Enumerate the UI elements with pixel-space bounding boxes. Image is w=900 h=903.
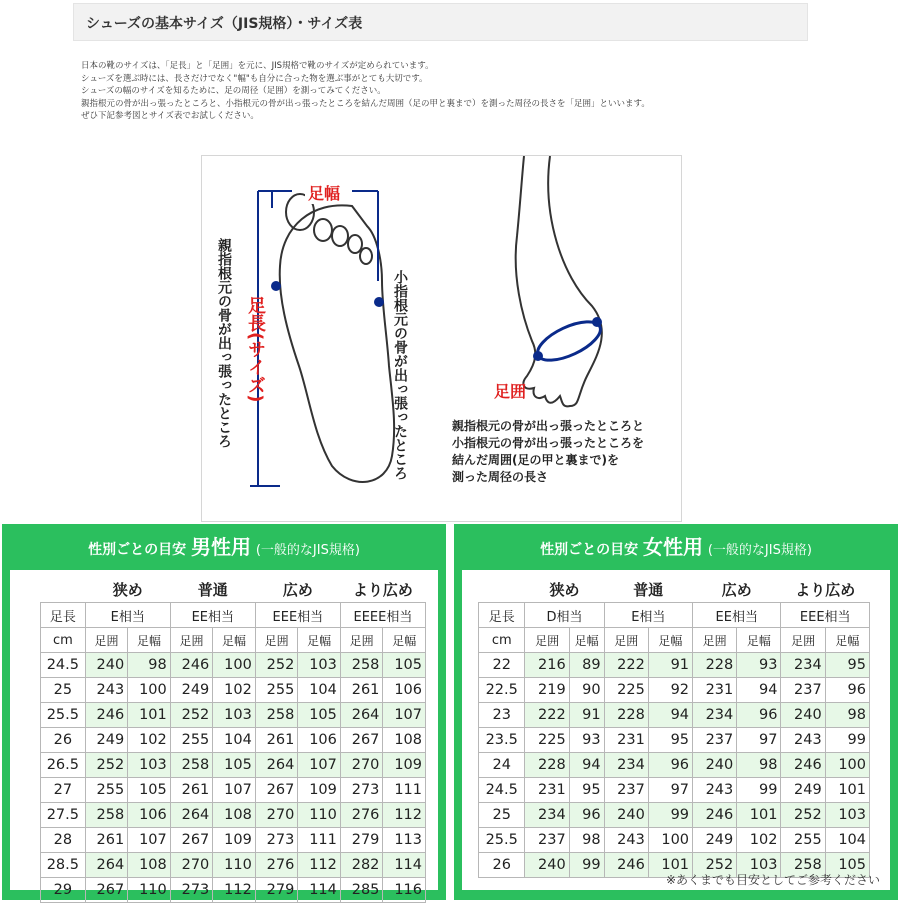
girth-value-cell: 237 [525,828,569,853]
width-group-header: 狭め [112,581,143,599]
width-value-cell: 111 [298,828,341,853]
girth-value-cell: 228 [693,653,737,678]
width-value-cell: 93 [737,653,781,678]
intro-line: ぜひ下記参考図とサイズ表でお試しください。 [81,111,259,122]
width-value-cell: 96 [648,753,692,778]
girth-value-cell: 225 [525,728,569,753]
width-class-cell: EE相当 [170,603,255,628]
width-class-row [479,603,870,628]
girth-value-cell: 234 [693,703,737,728]
table-row [479,828,870,853]
sub-header-row [479,628,870,653]
girth-value-cell: 246 [693,803,737,828]
width-value-cell: 89 [569,653,604,678]
foot-side-drawing [516,156,602,406]
width-value-cell: 108 [128,853,171,878]
women-size-table [478,577,870,878]
width-value-cell: 91 [648,653,692,678]
width-class-cell: EEEE相当 [340,603,425,628]
girth-value-cell: 273 [255,828,298,853]
girth-value-cell: 240 [85,653,128,678]
width-value-cell: 105 [298,703,341,728]
width-value-cell: 101 [648,853,692,878]
girth-sub-header: 足囲 [255,628,298,653]
girth-value-cell: 240 [781,703,825,728]
width-value-cell: 105 [383,653,426,678]
intro-text [81,60,841,123]
girth-value-cell: 252 [781,803,825,828]
girth-value-cell: 273 [170,878,213,903]
girth-value-cell: 273 [340,778,383,803]
width-value-cell: 98 [128,653,171,678]
width-value-cell: 102 [213,678,256,703]
title-bar [73,3,808,41]
width-value-cell: 108 [213,803,256,828]
girth-value-cell: 243 [781,728,825,753]
girth-value-cell: 258 [781,853,825,878]
girth-desc-line: 小指根元の骨が出っ張ったところを [452,436,645,450]
girth-value-cell: 267 [170,828,213,853]
women-header-main: 女性用 [642,535,703,559]
girth-value-cell: 246 [604,853,648,878]
girth-value-cell: 234 [525,803,569,828]
men-table-area [10,570,438,898]
foot-width-label: 足幅 [305,181,343,204]
girth-value-cell: 240 [525,853,569,878]
girth-value-cell: 219 [525,678,569,703]
size-cell: 22.5 [479,678,525,703]
girth-value-cell: 267 [340,728,383,753]
girth-value-cell: 246 [781,753,825,778]
table-row [41,853,426,878]
girth-value-cell: 222 [604,653,648,678]
table-row [41,778,426,803]
width-value-cell: 108 [383,728,426,753]
width-value-cell: 107 [383,703,426,728]
width-value-cell: 98 [569,828,604,853]
girth-value-cell: 255 [170,728,213,753]
table-row [41,703,426,728]
table-row [41,728,426,753]
size-cell: 27 [41,778,86,803]
width-value-cell: 103 [737,853,781,878]
girth-value-cell: 237 [781,678,825,703]
girth-value-cell: 270 [255,803,298,828]
width-value-cell: 109 [213,828,256,853]
size-cell: 23 [479,703,525,728]
men-panel-header [2,524,446,570]
size-cell: 25.5 [41,703,86,728]
unit-cell: cm [479,628,525,653]
size-cell: 24 [479,753,525,778]
table-row [479,678,870,703]
girth-value-cell: 252 [85,753,128,778]
table-row [479,753,870,778]
width-value-cell: 106 [128,803,171,828]
width-value-cell: 94 [569,753,604,778]
girth-value-cell: 252 [255,653,298,678]
width-sub-header: 足幅 [737,628,781,653]
width-value-cell: 98 [737,753,781,778]
width-value-cell: 94 [648,703,692,728]
width-value-cell: 96 [737,703,781,728]
width-sub-header: 足幅 [825,628,869,653]
girth-value-cell: 249 [85,728,128,753]
width-value-cell: 110 [128,878,171,903]
width-group-header: 広め [721,581,752,599]
girth-desc-line: 結んだ周囲(足の甲と裏まで)を [452,453,619,467]
girth-value-cell: 276 [255,853,298,878]
width-value-cell: 106 [383,678,426,703]
width-value-cell: 104 [298,678,341,703]
men-header-prefix: 性別ごとの目安 [88,542,187,558]
foot-diagram [201,155,682,522]
width-value-cell: 97 [648,778,692,803]
girth-value-cell: 231 [693,678,737,703]
foot-length-header: 足長 [479,603,525,628]
girth-value-cell: 279 [340,828,383,853]
girth-label: 足囲 [494,382,527,401]
girth-value-cell: 270 [170,853,213,878]
width-value-cell: 100 [825,753,869,778]
table-row [41,753,426,778]
girth-sub-header: 足囲 [781,628,825,653]
width-value-cell: 103 [128,753,171,778]
girth-value-cell: 249 [170,678,213,703]
width-value-cell: 90 [569,678,604,703]
size-cell: 27.5 [41,803,86,828]
width-value-cell: 98 [825,703,869,728]
width-value-cell: 95 [648,728,692,753]
width-value-cell: 99 [648,803,692,828]
size-cell: 24.5 [479,778,525,803]
width-class-cell: E相当 [604,603,692,628]
girth-value-cell: 228 [604,703,648,728]
girth-value-cell: 240 [604,803,648,828]
women-panel-header [454,524,898,570]
table-row [41,828,426,853]
width-sub-header: 足幅 [128,628,171,653]
width-value-cell: 95 [569,778,604,803]
width-group-header: 広め [282,581,313,599]
size-cell: 28 [41,828,86,853]
unit-cell: cm [41,628,86,653]
width-value-cell: 102 [128,728,171,753]
girth-value-cell: 279 [255,878,298,903]
men-header-main: 男性用 [190,535,251,559]
width-value-cell: 101 [825,778,869,803]
width-class-cell: EEE相当 [255,603,340,628]
intro-line: 親指根元の骨が出っ張ったところと、小指根元の骨が出っ張ったところを結んだ周囲（足の甲と裏まで）を測った周径の長さを「足囲」といいます。 [81,98,650,109]
size-cell: 26 [41,728,86,753]
width-value-cell: 100 [648,828,692,853]
size-cell: 28.5 [41,853,86,878]
width-value-cell: 91 [569,703,604,728]
width-value-cell: 100 [213,653,256,678]
page-title: シューズの基本サイズ（JIS規格）・サイズ表 [86,16,363,32]
girth-value-cell: 258 [85,803,128,828]
girth-value-cell: 261 [170,778,213,803]
table-row [479,778,870,803]
girth-sub-header: 足囲 [85,628,128,653]
girth-value-cell: 258 [340,653,383,678]
width-value-cell: 112 [213,878,256,903]
size-cell: 22 [479,653,525,678]
group-header-row [479,577,870,603]
width-value-cell: 95 [825,653,869,678]
width-group-header: 狭め [549,581,580,599]
size-cell: 26.5 [41,753,86,778]
girth-value-cell: 258 [170,753,213,778]
girth-value-cell: 255 [85,778,128,803]
blank-header-cell [479,577,525,603]
intro-line: シューズを選ぶ時には、長さだけでなく"幅"も自分に合った物を選ぶ事がとても大切です。 [81,73,428,84]
width-value-cell: 96 [569,803,604,828]
table-row [479,703,870,728]
width-value-cell: 105 [825,853,869,878]
intro-line: 日本の靴のサイズは、「足長」と「足囲」を元に、JIS規格で靴のサイズが定められています。 [81,61,434,71]
left-side-label: 親指根元の骨が出っ張ったところ [216,238,232,448]
width-sub-header: 足幅 [648,628,692,653]
girth-sub-header: 足囲 [693,628,737,653]
size-cell: 25 [479,803,525,828]
girth-value-cell: 240 [693,753,737,778]
girth-value-cell: 267 [85,878,128,903]
table-row [41,678,426,703]
girth-description [452,418,644,486]
girth-desc-line: 測った周径の長さ [452,470,549,484]
men-header-sub: (一般的なJIS規格) [255,543,360,558]
table-row [479,803,870,828]
girth-value-cell: 276 [340,803,383,828]
girth-value-cell: 285 [340,878,383,903]
width-sub-header: 足幅 [383,628,426,653]
girth-value-cell: 252 [170,703,213,728]
width-value-cell: 112 [298,853,341,878]
width-value-cell: 101 [128,703,171,728]
width-value-cell: 100 [128,678,171,703]
width-value-cell: 114 [298,878,341,903]
width-value-cell: 109 [298,778,341,803]
girth-sub-header: 足囲 [604,628,648,653]
width-value-cell: 93 [569,728,604,753]
width-value-cell: 99 [737,778,781,803]
girth-value-cell: 228 [525,753,569,778]
width-value-cell: 107 [213,778,256,803]
width-class-cell: EEE相当 [781,603,870,628]
blank-header-cell [41,577,86,603]
width-value-cell: 109 [383,753,426,778]
girth-value-cell: 243 [604,828,648,853]
size-cell: 23.5 [479,728,525,753]
width-value-cell: 106 [298,728,341,753]
foot-sole-drawing [280,205,394,482]
width-value-cell: 103 [298,653,341,678]
width-class-cell: E相当 [85,603,170,628]
women-header-prefix: 性別ごとの目安 [540,542,639,558]
width-value-cell: 110 [298,803,341,828]
width-group-header: 普通 [197,581,228,599]
girth-value-cell: 237 [693,728,737,753]
width-value-cell: 103 [213,703,256,728]
girth-value-cell: 264 [255,753,298,778]
girth-desc-line: 親指根元の骨が出っ張ったところと [452,419,645,433]
foot-length-header: 足長 [41,603,86,628]
width-value-cell: 104 [213,728,256,753]
width-sub-header: 足幅 [298,628,341,653]
right-side-label: 小指根元の骨が出っ張ったところ [392,270,408,480]
width-value-cell: 104 [825,828,869,853]
girth-value-cell: 264 [85,853,128,878]
women-size-panel [454,524,898,900]
girth-sub-header: 足囲 [525,628,569,653]
girth-value-cell: 231 [604,728,648,753]
width-value-cell: 114 [383,853,426,878]
table-row [479,728,870,753]
width-group-header: より広め [352,581,413,599]
girth-value-cell: 261 [255,728,298,753]
width-value-cell: 113 [383,828,426,853]
girth-value-cell: 246 [85,703,128,728]
width-group-header: 普通 [633,581,664,599]
width-value-cell: 103 [825,803,869,828]
size-cell: 29 [41,878,86,903]
size-cell: 26 [479,853,525,878]
girth-value-cell: 264 [170,803,213,828]
width-value-cell: 92 [648,678,692,703]
girth-value-cell: 216 [525,653,569,678]
width-class-cell: EE相当 [693,603,781,628]
girth-value-cell: 249 [781,778,825,803]
girth-value-cell: 246 [170,653,213,678]
girth-value-cell: 231 [525,778,569,803]
width-value-cell: 116 [383,878,426,903]
width-value-cell: 102 [737,828,781,853]
width-group-header: より広め [795,581,856,599]
women-table-area [462,570,890,890]
width-value-cell: 107 [298,753,341,778]
width-value-cell: 110 [213,853,256,878]
girth-value-cell: 234 [781,653,825,678]
girth-value-cell: 258 [255,703,298,728]
girth-value-cell: 255 [781,828,825,853]
girth-value-cell: 267 [255,778,298,803]
table-row [41,653,426,678]
table-row [41,803,426,828]
girth-value-cell: 261 [340,678,383,703]
width-value-cell: 105 [128,778,171,803]
girth-value-cell: 237 [604,778,648,803]
women-header-sub: (一般的なJIS規格) [707,543,812,558]
width-value-cell: 99 [825,728,869,753]
table-row [479,653,870,678]
intro-line: シューズの幅のサイズを知るために、足の周径（足囲）を測ってみてください。 [81,86,386,97]
men-size-panel [2,524,446,900]
group-header-row [41,577,426,603]
girth-sub-header: 足囲 [340,628,383,653]
girth-value-cell: 252 [693,853,737,878]
width-value-cell: 99 [569,853,604,878]
girth-value-cell: 243 [85,678,128,703]
girth-value-cell: 234 [604,753,648,778]
width-value-cell: 97 [737,728,781,753]
girth-value-cell: 264 [340,703,383,728]
width-value-cell: 111 [383,778,426,803]
size-cell: 25 [41,678,86,703]
width-sub-header: 足幅 [213,628,256,653]
foot-length-label: 足長(サイズ) [245,296,266,403]
girth-value-cell: 282 [340,853,383,878]
girth-value-cell: 270 [340,753,383,778]
width-class-row [41,603,426,628]
girth-value-cell: 243 [693,778,737,803]
width-value-cell: 94 [737,678,781,703]
girth-value-cell: 222 [525,703,569,728]
width-value-cell: 96 [825,678,869,703]
girth-value-cell: 261 [85,828,128,853]
table-row [41,878,426,903]
width-value-cell: 107 [128,828,171,853]
size-cell: 25.5 [479,828,525,853]
width-value-cell: 105 [213,753,256,778]
size-note: ※あくまでも目安としてご参考ください [665,873,880,887]
girth-sub-header: 足囲 [170,628,213,653]
girth-value-cell: 255 [255,678,298,703]
men-size-table [40,577,426,903]
size-cell: 24.5 [41,653,86,678]
girth-value-cell: 249 [693,828,737,853]
width-value-cell: 101 [737,803,781,828]
width-sub-header: 足幅 [569,628,604,653]
width-value-cell: 112 [383,803,426,828]
sub-header-row [41,628,426,653]
width-class-cell: D相当 [525,603,604,628]
girth-value-cell: 225 [604,678,648,703]
